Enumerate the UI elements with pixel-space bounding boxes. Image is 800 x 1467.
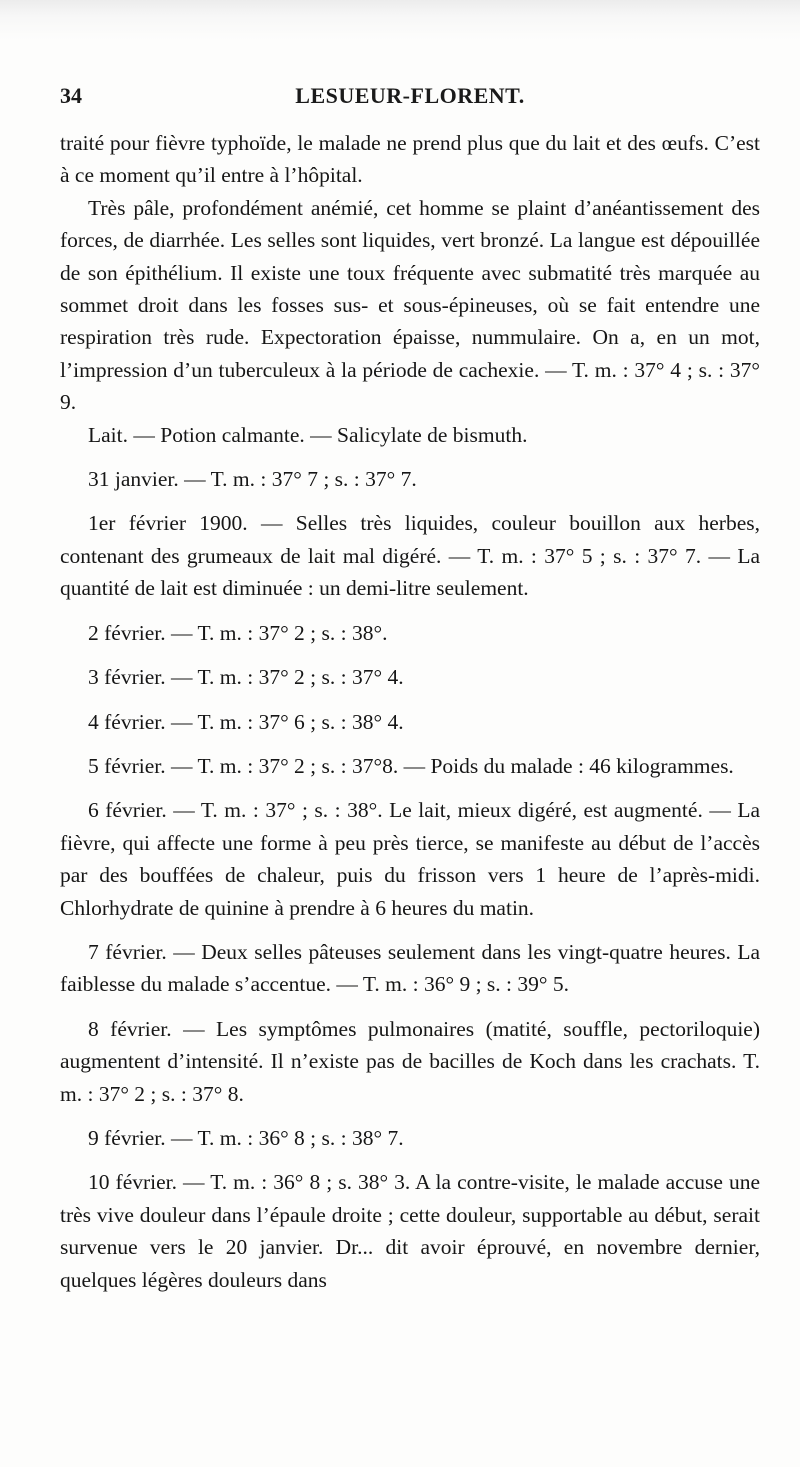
paragraph-clinical-description: Très pâle, profondément anémié, cet homme se plaint d’anéantissement des forces, de diarrhée. Les selles sont liquides, vert bronzé. La langue est dépouillée de son épithélium. Il existe une toux fréquente avec submatité très marquée au sommet droit dans les fosses sus- et sous-épineuses, où se fait entendre une respiration très rude. Expectoration épaisse, nummulaire. On a, en un mot, l’impression d’un tuberculeux à la période de cachexie. — T. m. : 37° 4 ; s. : 37° 9. bbox=[60, 195, 760, 415]
entry-5-fevrier: 5 février. — T. m. : 37° 2 ; s. : 37°8. — Poids du malade : 46 kilogrammes. bbox=[88, 753, 734, 778]
page-number: 34 bbox=[60, 83, 82, 108]
entry-10-fevrier: 10 février. — T. m. : 36° 8 ; s. 38° 3. A la contre-visite, le malade accuse une très vive douleur dans l’épaule droite ; cette douleur, supportable au début, serait survenue vers le 20 janvier. Dr... dit avoir éprouvé, en novembre dernier, quelques légères douleurs dans bbox=[60, 1170, 760, 1292]
entry-31-janvier: 31 janvier. — T. m. : 37° 7 ; s. : 37° 7. bbox=[88, 467, 417, 492]
entry-7-fevrier: 7 février. — Deux selles pâteuses seulement dans les vingt-quatre heures. La faiblesse du malade s’accentue. — T. m. : 36° 9 ; s. : 39° 5. bbox=[60, 939, 760, 997]
entry-4-fevrier: 4 février. — T. m. : 37° 6 ; s. : 38° 4. bbox=[88, 709, 404, 734]
entry-8-fevrier: 8 février. — Les symptômes pulmonaires (matité, souffle, pectoriloquie) augmentent d’intensité. Il n’existe pas de bacilles de Koch dans les crachats. T. m. : 37° 2 ; s. : 37° 8. bbox=[60, 1016, 760, 1106]
paragraph-continuation: traité pour fièvre typhoïde, le malade ne prend plus que du lait et des œufs. C’est à ce moment qu’il entre à l’hôpital. bbox=[60, 131, 760, 188]
page-header bbox=[60, 83, 760, 117]
entry-2-fevrier: 2 février. — T. m. : 37° 2 ; s. : 38°. bbox=[88, 620, 388, 645]
entry-1-fevrier: 1er février 1900. — Selles très liquides, couleur bouillon aux herbes, contenant des grumeaux de lait mal digéré. — T. m. : 37° 5 ; s. : 37° 7. — La quantité de lait est diminuée : un demi-litre seulement. bbox=[60, 511, 760, 601]
running-head: LESUEUR-FLORENT. bbox=[295, 83, 525, 108]
page-top-scan-edge bbox=[0, 0, 800, 40]
entry-9-fevrier: 9 février. — T. m. : 36° 8 ; s. : 38° 7. bbox=[88, 1125, 404, 1150]
paragraph-treatment: Lait. — Potion calmante. — Salicylate de bismuth. bbox=[88, 422, 528, 447]
text-body bbox=[60, 127, 760, 1296]
entry-3-fevrier: 3 février. — T. m. : 37° 2 ; s. : 37° 4. bbox=[88, 665, 404, 690]
entry-6-fevrier: 6 février. — T. m. : 37° ; s. : 38°. Le lait, mieux digéré, est augmenté. — La fièvre, qui affecte une forme à peu près tierce, se manifeste au début de l’accès par des bouffées de chaleur, puis du frisson vers 1 heure de l’après-midi. Chlorhydrate de quinine à prendre à 6 heures du matin. bbox=[60, 798, 760, 920]
